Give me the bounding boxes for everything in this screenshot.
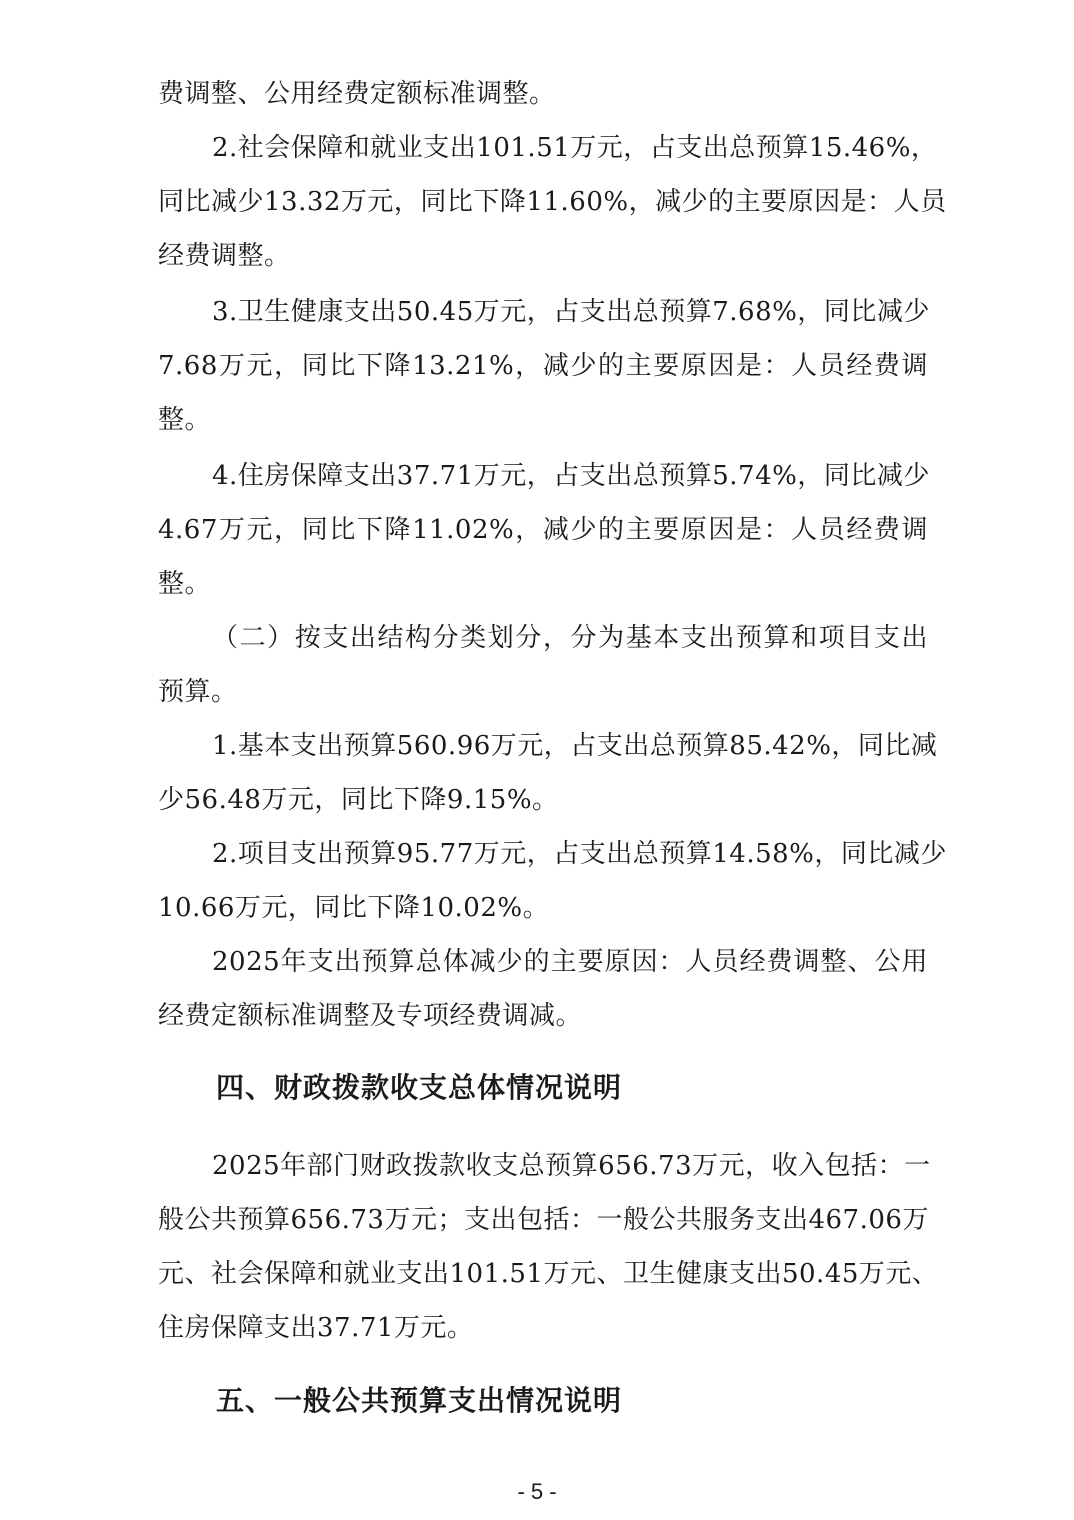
section-heading: 五、一般公共预算支出情况说明 <box>216 1384 623 1417</box>
text-line: 般公共预算656.73万元；支出包括：一般公共服务支出467.06万 <box>158 1205 929 1235</box>
text-line: 经费定额标准调整及专项经费调减。 <box>158 1001 583 1031</box>
text-line: 2.项目支出预算95.77万元，占支出总预算14.58%，同比减少 <box>212 839 947 869</box>
text-line: （二）按支出结构分类划分，分为基本支出预算和项目支出 <box>212 623 928 653</box>
text-line: 10.66万元，同比下降10.02%。 <box>158 893 550 923</box>
text-line: 住房保障支出37.71万元。 <box>158 1313 474 1343</box>
page-number: - 5 - <box>517 1479 557 1504</box>
text-line: 7.68万元，同比下降13.21%，减少的主要原因是：人员经费调 <box>158 351 928 381</box>
text-line: 同比减少13.32万元，同比下降11.60%，减少的主要原因是：人员 <box>158 187 947 217</box>
text-line: 4.住房保障支出37.71万元，占支出总预算5.74%，同比减少 <box>212 461 930 491</box>
text-line: 3.卫生健康支出50.45万元，占支出总预算7.68%，同比减少 <box>212 297 930 327</box>
text-line: 少56.48万元，同比下降9.15%。 <box>158 785 559 815</box>
text-line: 整。 <box>158 405 212 435</box>
text-line: 2.社会保障和就业支出101.51万元，占支出总预算15.46%， <box>212 133 938 163</box>
text-line: 1.基本支出预算560.96万元，占支出总预算85.42%，同比减 <box>212 731 938 761</box>
section-heading: 四、财政拨款收支总体情况说明 <box>216 1071 623 1104</box>
text-line: 4.67万元，同比下降11.02%，减少的主要原因是：人员经费调 <box>158 515 928 545</box>
text-line: 费调整、公用经费定额标准调整。 <box>158 79 556 109</box>
text-line: 预算。 <box>158 677 238 707</box>
text-line: 2025年支出预算总体减少的主要原因：人员经费调整、公用 <box>212 947 928 977</box>
text-line: 2025年部门财政拨款收支总预算656.73万元，收入包括：一 <box>212 1151 931 1181</box>
text-line: 元、社会保障和就业支出101.51万元、卫生健康支出50.45万元、 <box>158 1259 939 1289</box>
text-line: 整。 <box>158 569 212 599</box>
text-line: 经费调整。 <box>158 241 291 271</box>
